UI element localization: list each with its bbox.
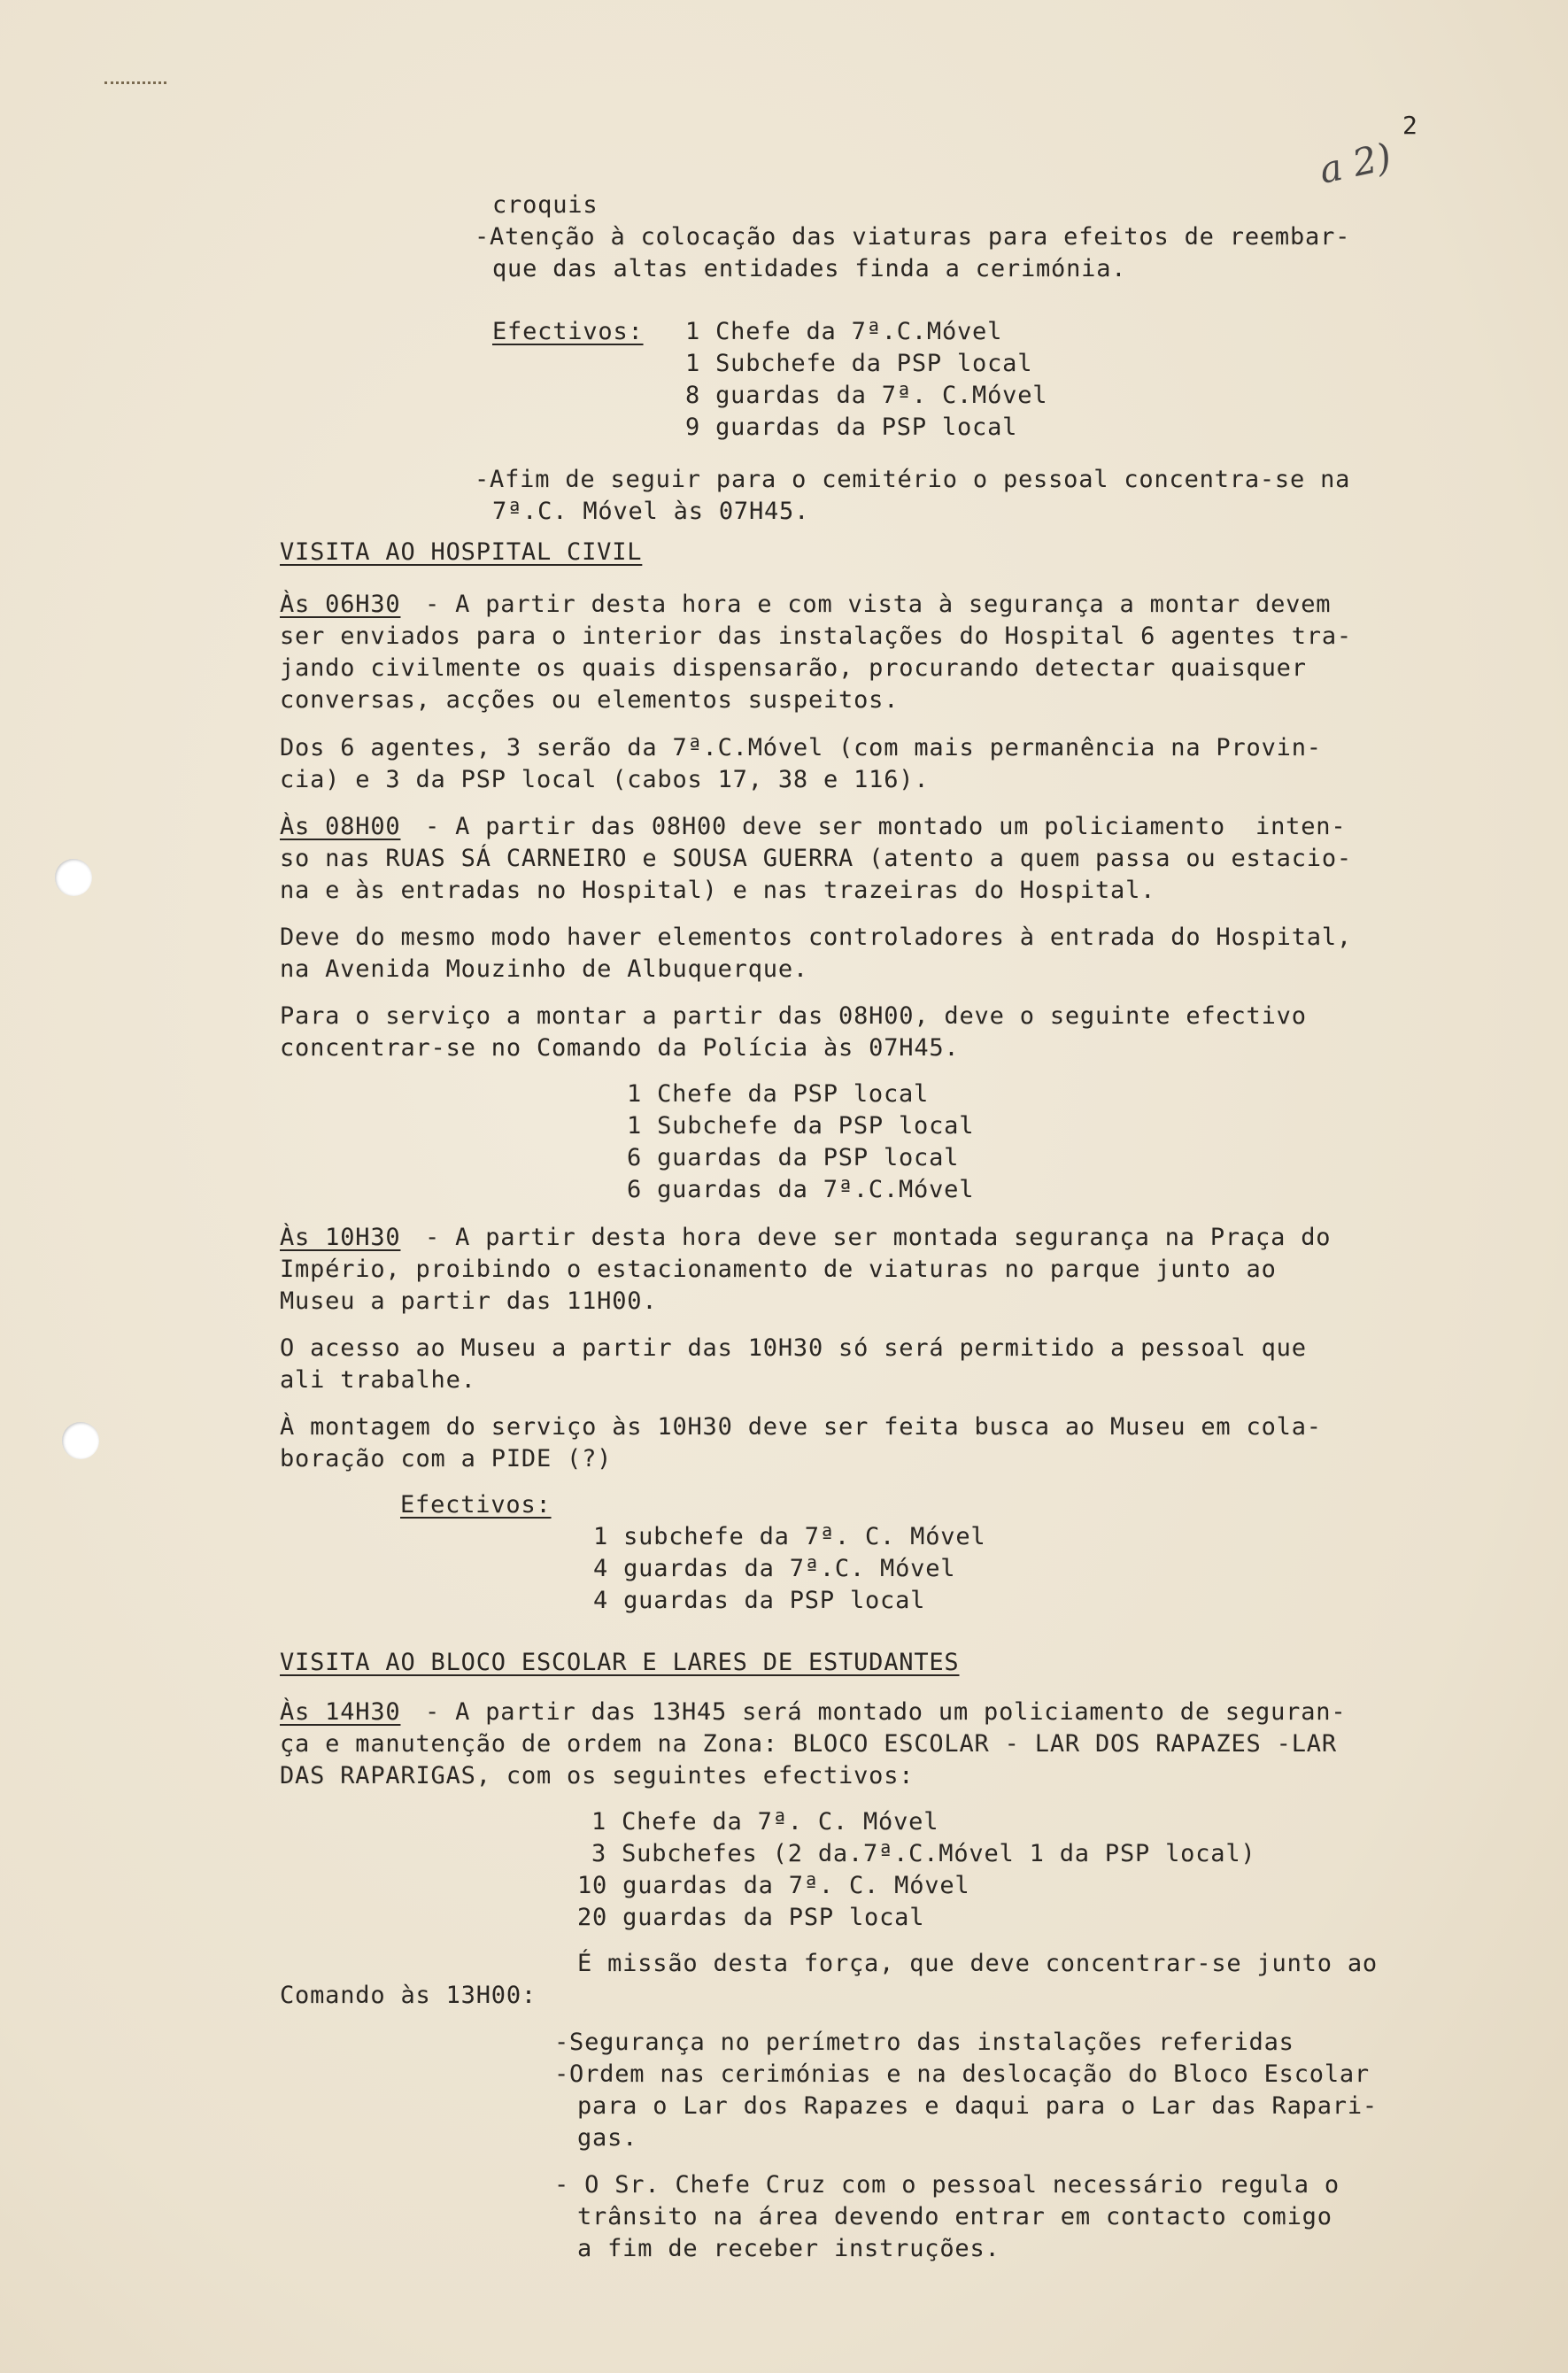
time-label: Às 08H00 — [280, 813, 401, 840]
text-line: 1 Subchefe da PSP local — [685, 350, 1033, 377]
time-label: Às 06H30 — [280, 591, 401, 618]
text-line: Para o serviço a montar a partir das 08H00, deve o seguinte efectivo — [280, 1002, 1307, 1030]
text-line: trânsito na área devendo entrar em contacto comigo — [577, 2203, 1332, 2230]
text-line: so nas RUAS SÁ CARNEIRO e SOUSA GUERRA (atento a quem passa ou estacio- — [280, 845, 1352, 872]
text-line: 1 Chefe da PSP local — [627, 1080, 930, 1108]
page-number: 2 — [1402, 111, 1417, 140]
text-line: 20 guardas da PSP local — [577, 1904, 925, 1931]
text-line: À montagem do serviço às 10H30 deve ser feita busca ao Museu em cola- — [280, 1413, 1322, 1441]
text-line: - A partir das 13H45 será montado um policiamento de seguran- — [425, 1698, 1347, 1726]
text-line: Museu a partir das 11H00. — [280, 1287, 658, 1315]
text-line: jando civilmente os quais dispensarão, procurando detectar quaisquer — [280, 654, 1307, 682]
punch-hole-top — [55, 859, 92, 896]
text-line: a fim de receber instruções. — [577, 2235, 1000, 2262]
text-line: - A partir desta hora deve ser montada segurança na Praça do — [425, 1224, 1332, 1251]
text-line: ser enviados para o interior das instalações do Hospital 6 agentes tra- — [280, 622, 1352, 650]
text-line: que das altas entidades finda a cerimónia. — [492, 255, 1127, 282]
text-line: 6 guardas da 7ª.C.Móvel — [627, 1176, 975, 1203]
text-line: ali trabalhe. — [280, 1366, 476, 1394]
efectivos-heading: Efectivos: — [400, 1491, 552, 1519]
text-line: É missão desta força, que deve concentrar-se junto ao — [577, 1950, 1378, 1977]
text-line: - A partir das 08H00 deve ser montado um policiamento inten- — [425, 813, 1347, 840]
text-line: cia) e 3 da PSP local (cabos 17, 38 e 116). — [280, 766, 930, 793]
text-line: 1 Chefe da 7ª. C. Móvel — [591, 1808, 939, 1836]
text-line: 1 subchefe da 7ª. C. Móvel — [593, 1523, 986, 1550]
text-line: DAS RAPARIGAS, com os seguintes efectivos: — [280, 1762, 915, 1789]
text-line: ça e manutenção de ordem na Zona: BLOCO ESCOLAR - LAR DOS RAPAZES -LAR — [280, 1730, 1337, 1758]
text-line: -Ordem nas cerimónias e na deslocação do Bloco Escolar — [554, 2060, 1370, 2088]
text-line: 6 guardas da PSP local — [627, 1144, 960, 1171]
time-label: Às 10H30 — [280, 1224, 401, 1251]
text-line: Deve do mesmo modo haver elementos controladores à entrada do Hospital, — [280, 924, 1352, 951]
text-line: na e às entradas no Hospital) e nas trazeiras do Hospital. — [280, 877, 1156, 904]
text-line: croquis — [492, 191, 599, 219]
text-line: 3 Subchefes (2 da.7ª.C.Móvel 1 da PSP local) — [591, 1840, 1256, 1867]
text-line: conversas, acções ou elementos suspeitos. — [280, 686, 900, 714]
text-line: 1 Subchefe da PSP local — [627, 1112, 975, 1140]
text-line: Comando às 13H00: — [280, 1982, 537, 2009]
text-line: boração com a PIDE (?) — [280, 1445, 613, 1472]
text-line: - O Sr. Chefe Cruz com o pessoal necessário regula o — [554, 2171, 1340, 2199]
efectivos-heading: Efectivos: — [492, 318, 644, 345]
time-label: Às 14H30 — [280, 1698, 401, 1726]
section-heading-bloco-escolar: VISITA AO BLOCO ESCOLAR E LARES DE ESTUDANTES — [280, 1649, 960, 1676]
text-line: 4 guardas da PSP local — [593, 1587, 926, 1614]
text-line: gas. — [577, 2124, 638, 2152]
text-line: concentrar-se no Comando da Polícia às 07H45. — [280, 1034, 960, 1062]
corner-mark — [104, 73, 166, 84]
text-line: Império, proibindo o estacionamento de viaturas no parque junto ao — [280, 1256, 1277, 1283]
text-line: O acesso ao Museu a partir das 10H30 só será permitido a pessoal que — [280, 1334, 1307, 1362]
section-heading-hospital: VISITA AO HOSPITAL CIVIL — [280, 538, 643, 566]
text-line: para o Lar dos Rapazes e daqui para o Lar das Rapari- — [577, 2092, 1378, 2120]
text-line: 8 guardas da 7ª. C.Móvel — [685, 382, 1048, 409]
text-line: 10 guardas da 7ª. C. Móvel — [577, 1872, 970, 1899]
text-line: na Avenida Mouzinho de Albuquerque. — [280, 955, 808, 983]
text-line: Dos 6 agentes, 3 serão da 7ª.C.Móvel (com mais permanência na Provin- — [280, 734, 1322, 761]
text-line: 1 Chefe da 7ª.C.Móvel — [685, 318, 1003, 345]
text-line: 9 guardas da PSP local — [685, 414, 1018, 441]
text-line: 7ª.C. Móvel às 07H45. — [492, 498, 810, 525]
text-line: -Segurança no perímetro das instalações referidas — [554, 2029, 1294, 2056]
punch-hole-bottom — [62, 1422, 99, 1459]
handwritten-note: a 2) — [1315, 135, 1395, 192]
text-line: 4 guardas da 7ª.C. Móvel — [593, 1555, 956, 1582]
text-line: -Afim de seguir para o cemitério o pessoal concentra-se na — [475, 466, 1351, 493]
text-line: -Atenção à colocação das viaturas para efeitos de reembar- — [475, 223, 1351, 251]
text-line: - A partir desta hora e com vista à segurança a montar devem — [425, 591, 1332, 618]
